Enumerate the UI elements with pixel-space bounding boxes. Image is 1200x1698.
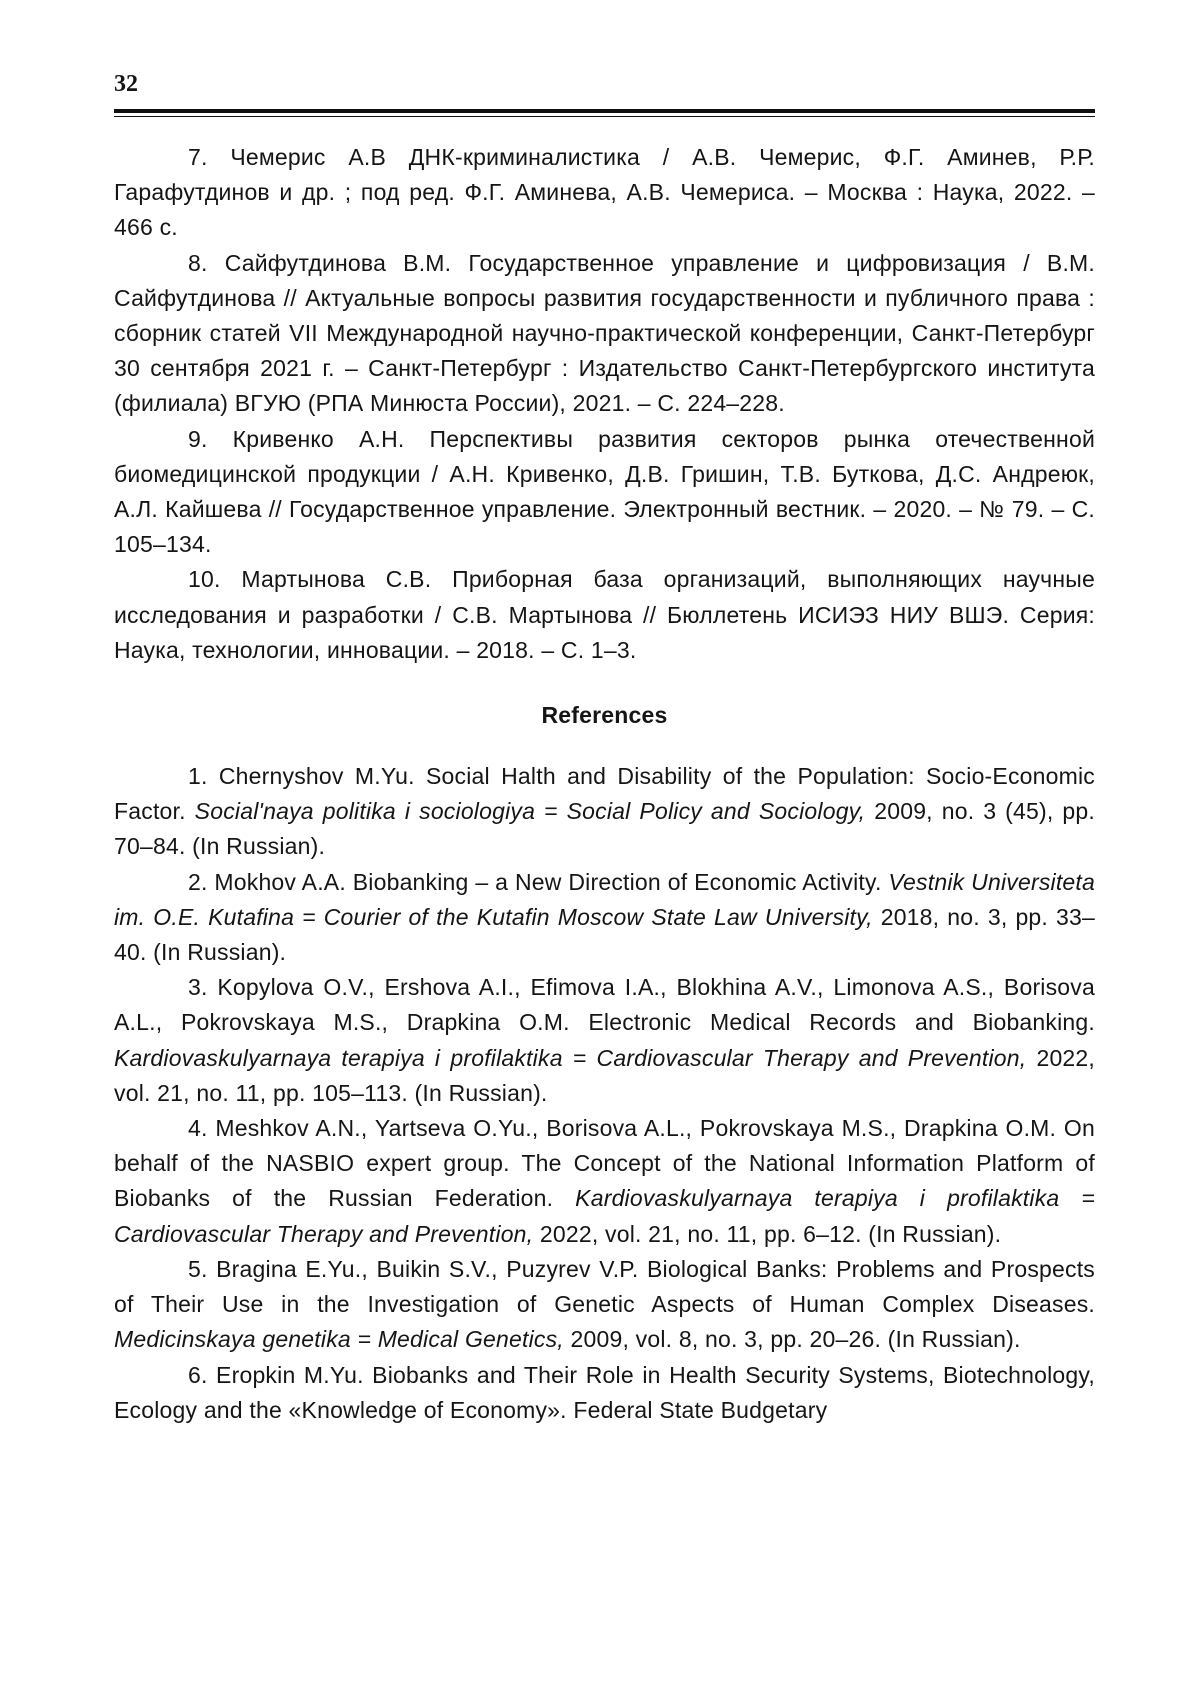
- reference-authors-title: 1. Chernyshov M.Yu. Social Halth and Disability of the Population: Socio-Economic Factor.: [114, 763, 1095, 825]
- reference-authors-title: 2. Mokhov A.A. Biobanking – a New Direction of Economic Activity.: [188, 868, 889, 895]
- references-heading: References: [541, 702, 668, 729]
- reference-journal: Kardiovaskulyarnaya terapiya i profilaktika = Cardiovascular Therapy and Prevention,: [114, 1044, 1027, 1071]
- reference-details: 2022, vol. 21, no. 11, pp. 6–12. (In Russian).: [533, 1220, 1002, 1247]
- reference-journal: Vestnik Universiteta im. O.E. Kutafina = Courier of the Kutafin Moscow State Law University,: [114, 868, 1095, 930]
- reference-journal: Kardiovaskulyarnaya terapiya i profilaktika = Cardiovascular Therapy and Prevention,: [114, 1185, 1095, 1247]
- reference-authors-title: 5. Bragina E.Yu., Buikin S.V., Puzyrev V.P. Biological Banks: Problems and Prospects of Their Use in the Investigation of Genetic Aspects of Human Complex Diseases.: [114, 1255, 1095, 1318]
- reference-authors-title: 3. Kopylova O.V., Ershova A.I., Efimova I.A., Blokhina A.V., Limonova A.S., Borisova A.L., Pokrovskaya M.S., Drapkina O.M. Electronic Medical Records and Biobanking.: [114, 974, 1095, 1036]
- reference-entry-5: [114, 1252, 1095, 1358]
- reference-entry-1: [114, 759, 1095, 865]
- source-entry-7: 7. Чемерис А.В ДНК-криминалистика / А.В. Чемерис, Ф.Г. Аминев, Р.Р. Гарафутдинов и др. ; под ред. Ф.Г. Аминева, А.В. Чемериса. – Москва : Наука, 2022. – 466 с.: [114, 144, 1095, 241]
- reference-authors-title: 4. Meshkov A.N., Yartseva O.Yu., Borisova A.L., Pokrovskaya M.S., Drapkina O.M. On behalf of the NASBIO expert group. The Concept of the National Information Platform of Biobanks of the Russian Federation.: [114, 1115, 1095, 1212]
- reference-details: 2009, vol. 8, no. 3, pp. 20–26. (In Russian).: [563, 1326, 1021, 1353]
- page-body: [114, 140, 1095, 1428]
- header-rule: [114, 109, 1095, 117]
- reference-details: 2022, vol. 21, no. 11, pp. 105–113. (In Russian).: [114, 1044, 1096, 1106]
- reference-entry-4: [114, 1111, 1095, 1252]
- page-number: 32: [114, 71, 138, 97]
- reference-entry-3: [114, 970, 1095, 1111]
- references-list: [114, 759, 1095, 1428]
- russian-sources-list: [114, 140, 1095, 668]
- source-entry-10: 10. Мартынова С.В. Приборная база организаций, выполняющих научные исследования и разработки / С.В. Мартынова // Бюллетень ИСИЭЗ НИУ ВШЭ. Серия: Наука, технологии, инновации. – 2018. – С. 1–3.: [114, 566, 1095, 663]
- reference-details: 2009, no. 3 (45), pp. 70–84. (In Russian).: [114, 798, 1095, 860]
- reference-journal: Medicinskaya genetika = Medical Genetics,: [114, 1326, 564, 1353]
- reference-authors-title: 6. Eropkin M.Yu. Biobanks and Their Role in Health Security Systems, Biotechnology, Ecology and the «Knowledge of Economy». Federal State Budgetary: [114, 1361, 1095, 1423]
- source-entry-8: 8. Сайфутдинова В.М. Государственное управление и цифровизация / В.М. Сайфутдинова // Актуальные вопросы развития государственности и публичного права : сборник статей VII Международной научно-практической конференции, Санкт-Петербург 30 сентября 2021 г. – Санкт-Петербург : Издательство Санкт-Петербургского института (филиала) ВГУЮ (РПА Минюста России), 2021. – С. 224–228.: [114, 249, 1095, 417]
- source-entry-9: 9. Кривенко А.Н. Перспективы развития секторов рынка отечественной биомедицинской продукции / А.Н. Кривенко, Д.В. Гришин, Т.В. Буткова, Д.С. Андреюк, А.Л. Кайшева // Государственное управление. Электронный вестник. – 2020. – № 79. – С. 105–134.: [114, 425, 1095, 558]
- reference-details: 2018, no. 3, pp. 33–40. (In Russian).: [114, 903, 1095, 966]
- reference-entry-6: [114, 1358, 1095, 1428]
- reference-journal: Social'naya politika i sociologiya = Social Policy and Sociology,: [194, 798, 866, 825]
- reference-entry-2: [114, 865, 1095, 971]
